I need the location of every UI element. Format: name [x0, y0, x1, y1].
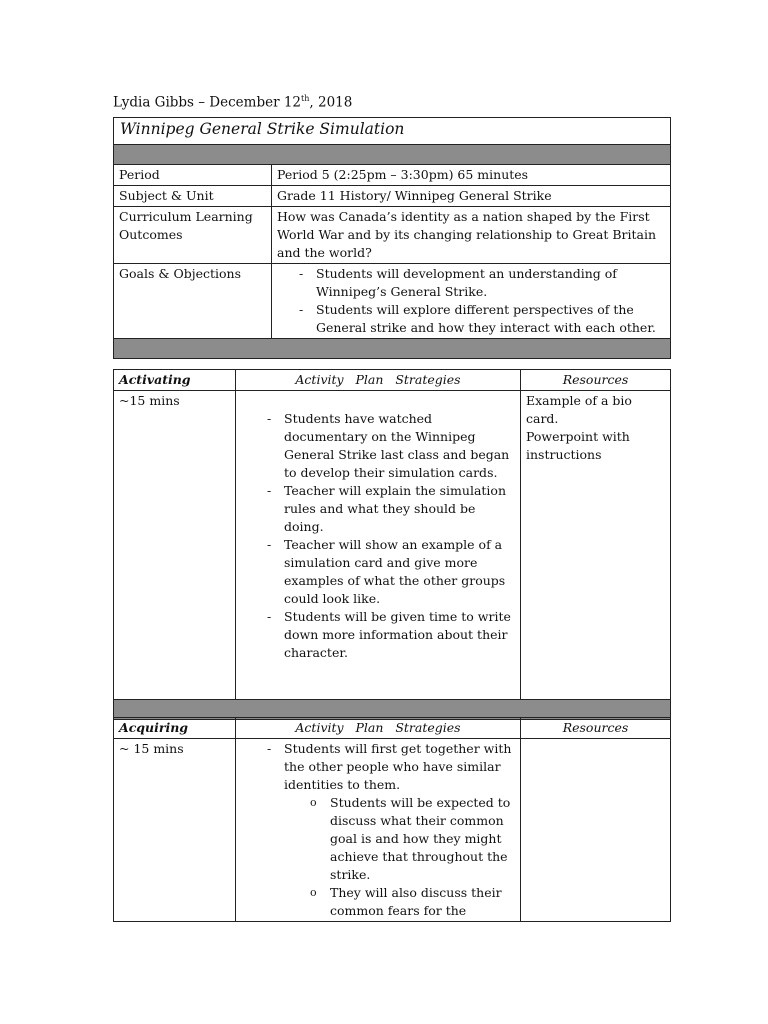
- resources-cell: [521, 739, 671, 922]
- lesson-title: Winnipeg General Strike Simulation: [114, 118, 671, 145]
- info-value: Grade 11 History/ Winnipeg General Strike: [272, 186, 671, 207]
- activating-header-row: [114, 370, 671, 391]
- strategies-cell: [236, 391, 521, 700]
- info-label: Period: [114, 165, 272, 186]
- list-item: - Teacher will show an example of a simulation card and give more examples of what the other groups could look like.: [264, 536, 512, 608]
- acquiring-header-row: [114, 718, 671, 739]
- info-label: Goals & Objections: [114, 264, 272, 339]
- resource-item: Powerpoint with instructions: [526, 429, 630, 462]
- info-row-period: [114, 165, 671, 186]
- section-label: Acquiring: [114, 718, 236, 739]
- list-item: - Students will first get together with the other people who have similar identities to them. o Students will be expected to discuss what their common goal is and how they might achieve that throughout the strike. o They will also discuss their common fears for the: [264, 740, 512, 920]
- author-date-line: Lydia Gibbs – December 12th, 2018: [113, 94, 353, 111]
- activating-content-row: [114, 391, 671, 700]
- list-item: - Students will be given time to write down more information about their character.: [264, 608, 512, 662]
- info-label: Subject & Unit: [114, 186, 272, 207]
- acquiring-content-row: [114, 739, 671, 922]
- list-item: - Students will development an understanding of Winnipeg’s General Strike.: [296, 265, 665, 301]
- time-estimate: ~15 mins: [114, 391, 236, 700]
- activating-table: [113, 369, 671, 720]
- list-item: o They will also discuss their common fears for the: [310, 884, 512, 920]
- strategies-heading: Activity Plan Strategies: [236, 370, 521, 391]
- info-value: [272, 264, 671, 339]
- section-divider: [114, 339, 671, 359]
- strategies-heading: Activity Plan Strategies: [236, 718, 521, 739]
- acquiring-list: [264, 740, 512, 920]
- info-row-goals: [114, 264, 671, 339]
- section-divider: [114, 145, 671, 165]
- activating-list: [264, 410, 512, 662]
- info-row-outcomes: [114, 207, 671, 264]
- lesson-info-table: [113, 117, 671, 359]
- resource-item: Example of a bio card.: [526, 393, 632, 426]
- time-estimate: ~ 15 mins: [114, 739, 236, 922]
- list-item: - Students have watched documentary on the Winnipeg General Strike last class and began to develop their simulation cards.: [264, 410, 512, 482]
- list-item: - Students will explore different perspectives of the General strike and how they interact with each other.: [296, 301, 665, 337]
- strategies-cell: [236, 739, 521, 922]
- goals-list: [296, 265, 665, 337]
- acquiring-table: [113, 717, 671, 922]
- info-label: Curriculum Learning Outcomes: [114, 207, 272, 264]
- acquiring-sub-list: [284, 794, 512, 920]
- section-label: Activating: [114, 370, 236, 391]
- list-item: o Students will be expected to discuss what their common goal is and how they might achieve that throughout the strike.: [310, 794, 512, 884]
- resources-cell: [521, 391, 671, 700]
- resources-heading: Resources: [521, 370, 671, 391]
- resources-heading: Resources: [521, 718, 671, 739]
- list-item: - Teacher will explain the simulation rules and what they should be doing.: [264, 482, 512, 536]
- info-value: How was Canada’s identity as a nation shaped by the First World War and by its changing relationship to Great Britain and the world?: [272, 207, 671, 264]
- info-value: Period 5 (2:25pm – 3:30pm) 65 minutes: [272, 165, 671, 186]
- info-row-subject: [114, 186, 671, 207]
